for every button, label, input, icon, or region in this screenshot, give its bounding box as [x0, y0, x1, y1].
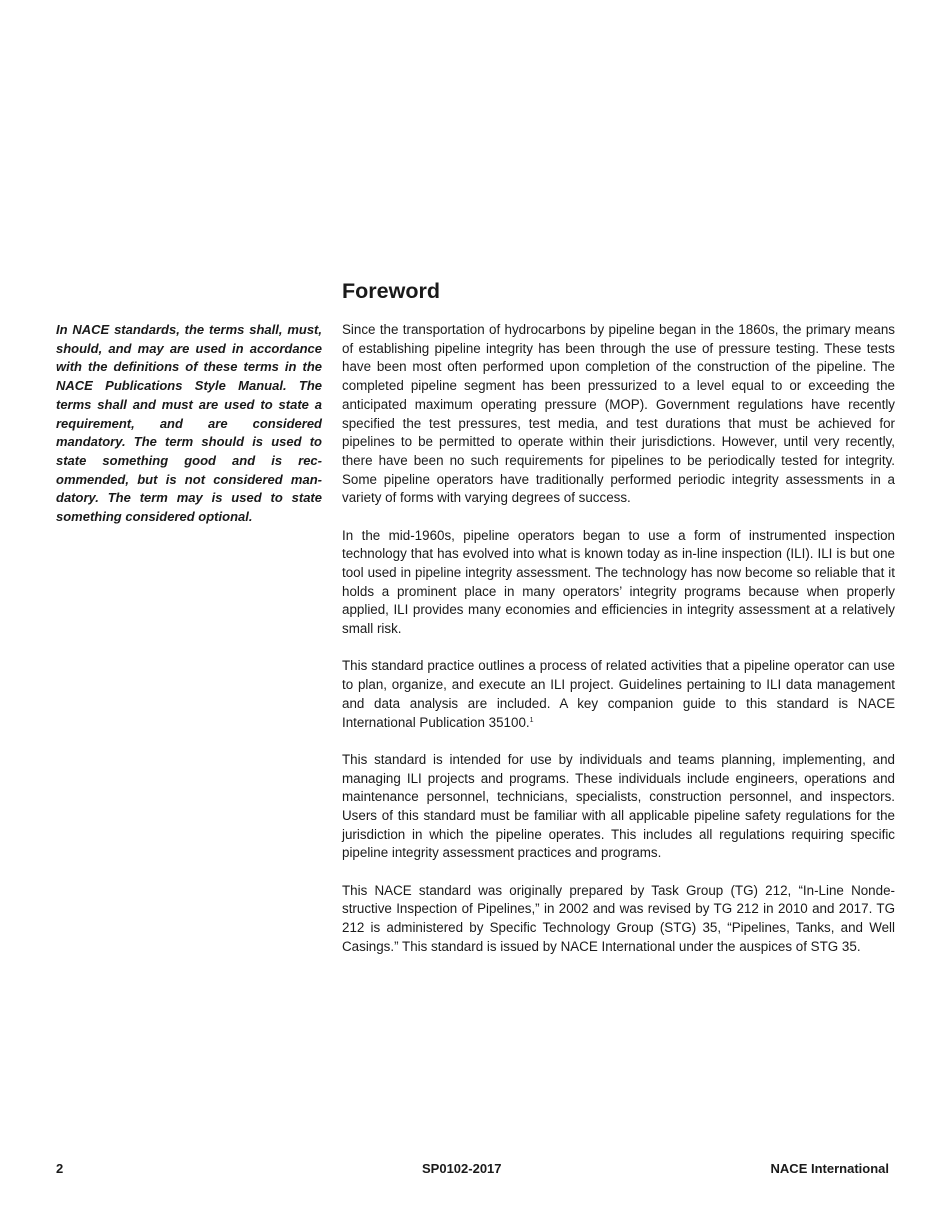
paragraph: In the mid-1960s, pipeline operators began to use a form of instrumented inspection technology that has evolved into what is known today as in-line inspection (ILI). ILI is but one tool used in pipeline integrity assessment. The technology has now become so reliable that it holds a prominent place in many operators’ integrity programs because when properly applied, ILI provides many economies and efficiencies in integrity assessment at a relatively small risk. [342, 527, 895, 637]
paragraph-text: This standard practice outlines a process of related activities that a pipeline operator can use to plan, organize, and execute an ILI project. Guidelines pertaining to ILI data management and data analysis are included. A key companion guide to this standard is NACE International Publication 35100. [342, 658, 895, 730]
document-id: SP0102-2017 [422, 1161, 502, 1176]
page-number: 2 [56, 1161, 64, 1176]
paragraph [342, 657, 895, 732]
paragraph: This standard is intended for use by individuals and teams planning, implementing, and managing ILI projects and programs. These individuals include engineers, operations and maintenance personnel, technicians, specialists, construction personnel, and inspectors. Users of this standard must be familiar with all applicable pipeline safety regulations for the jurisdiction in which the pipeline operates. This includes all regulations requiring specific pipeline integrity assessment practices and programs. [342, 751, 895, 861]
sidebar-note: In NACE standards, the terms shall, must, should, and may are used in accordance with the definitions of these terms in the NACE Publications Style Manual. The terms shall and must are used to state a requirement, and are considered mandatory. The term should is used to state something good and is recommended, but is not considered mandatory. The term may is used to state something considered optional. [56, 322, 322, 525]
foreword-body [342, 321, 895, 975]
paragraph: Since the transportation of hydrocarbons by pipeline began in the 1860s, the primary means of establishing pipeline integrity has been through the use of pressure testing. These tests have been most often performed upon completion of the construction of the pipeline. The completed pipeline segment has been pressurized to a level equal to or exceeding the anticipated maximum operating pressure (MOP). Government regulations have recently specified the test pressures, test media, and test durations that must be achieved for pipelines to be permitted to operate within their jurisdictions. However, until very recently, there have been no such requirements for pipelines to be periodically tested for integrity. Some pipeline operators have traditionally performed periodic integrity assessments in a variety of forms with varying degrees of success. [342, 322, 895, 506]
footnote-reference[interactable]: 1 [529, 716, 534, 724]
page-title: Foreword [342, 279, 440, 303]
paragraph: This NACE standard was originally prepared by Task Group (TG) 212, “In-Line Nondestructive Inspection of Pipelines,” in 2002 and was revised by TG 212 in 2010 and 2017. TG 212 is administered by Specific Technology Group (STG) 35, “Pipelines, Tanks, and Well Casings.” This standard is issued by NACE International under the auspices of STG 35. [342, 882, 895, 954]
organization-name: NACE International [770, 1161, 889, 1176]
